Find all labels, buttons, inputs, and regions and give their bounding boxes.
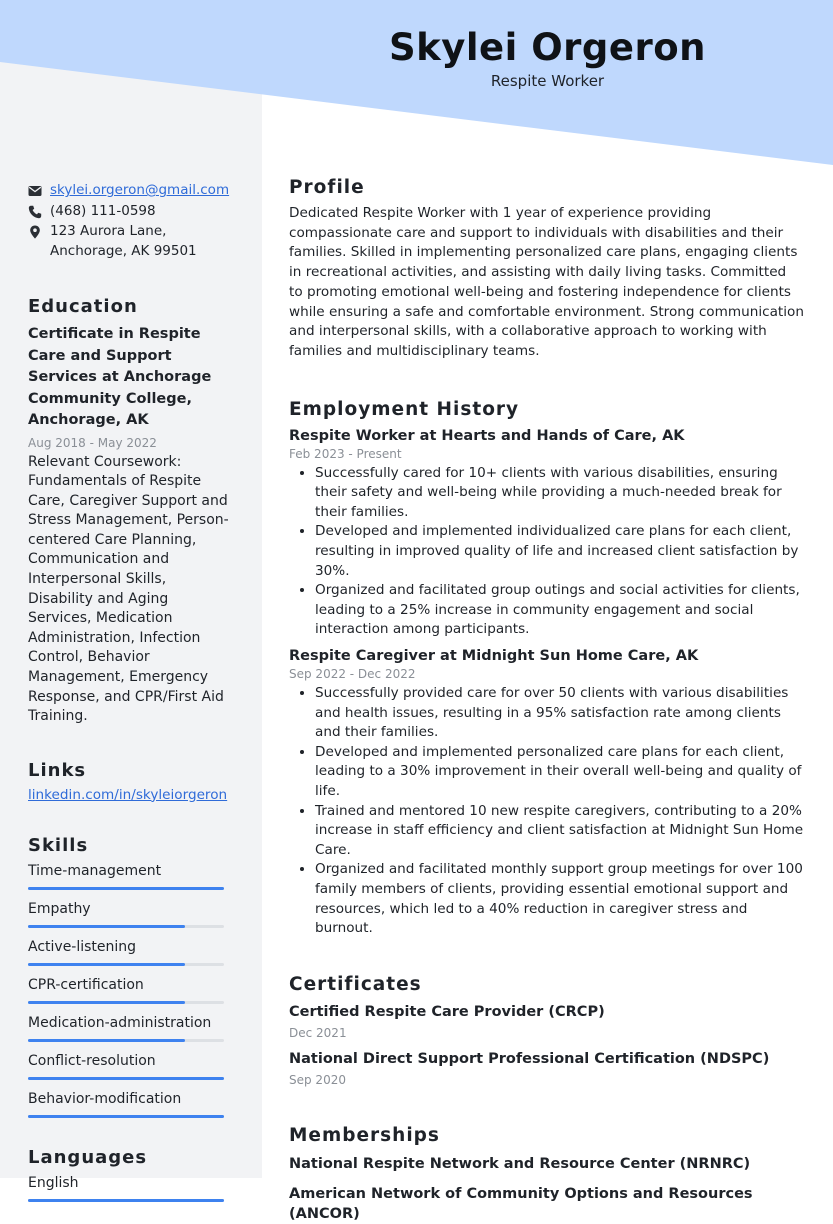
skill-item bbox=[28, 900, 233, 928]
profile-heading: Profile bbox=[289, 177, 365, 198]
certificates-heading: Certificates bbox=[289, 973, 422, 995]
certificates-section bbox=[289, 973, 804, 1088]
skill-item bbox=[28, 1052, 233, 1080]
skill-item bbox=[28, 1014, 233, 1042]
sidebar bbox=[28, 181, 233, 1202]
language-item-level-bar bbox=[28, 1199, 224, 1202]
skill-item bbox=[28, 1090, 233, 1118]
memberships-heading: Memberships bbox=[289, 1124, 440, 1146]
candidate-name: Skylei Orgeron bbox=[388, 26, 706, 69]
job-bullet: • Organized and facilitated monthly support group meetings for over 100 family members of clients, providing essential emotional support and resources, which led to a 40% reduction in caregiver stress and burnout. bbox=[315, 860, 804, 938]
skill-item-level-fill bbox=[28, 1001, 185, 1004]
job-entry bbox=[289, 426, 804, 640]
skill-item-label: Medication-administration bbox=[28, 1014, 212, 1031]
job-bullet: • Trained and mentored 10 new respite caregivers, contributing to a 20% increase in staff efficiency and client satisfaction at Midnight Sun Home Care. bbox=[315, 802, 804, 861]
profile-section bbox=[289, 176, 804, 362]
education-degree: Certificate in Respite Care and Support Services at Anchorage Community College, Anchorage, AK bbox=[28, 326, 212, 428]
skill-item-label: Behavior-modification bbox=[28, 1090, 182, 1107]
resume-header bbox=[262, 24, 833, 90]
envelope-icon bbox=[28, 184, 42, 198]
certificate-date: Sep 2020 bbox=[289, 1072, 346, 1087]
email-link[interactable]: skylei.orgeron@gmail.com bbox=[50, 182, 230, 198]
skill-item-level-bar bbox=[28, 1077, 224, 1080]
job-bullet: • Successfully cared for 10+ clients with various disabilities, ensuring their safety and well-being while providing a much-needed break for their families. bbox=[315, 464, 804, 523]
certificate-entry bbox=[289, 1049, 804, 1088]
job-bullet: • Developed and implemented individualized care plans for each client, resulting in improved quality of life and increased client satisfaction by 30%. bbox=[315, 522, 804, 581]
job-bullet: • Successfully provided care for over 50 clients with various disabilities and health issues, resulting in a 95% satisfaction rate among clients and their families. bbox=[315, 684, 804, 743]
employment-section bbox=[289, 398, 804, 939]
certificate-date: Dec 2021 bbox=[289, 1025, 347, 1040]
skills-list bbox=[28, 862, 233, 1118]
skill-item-level-fill bbox=[28, 887, 224, 890]
skill-item-label: CPR-certification bbox=[28, 976, 144, 993]
skills-heading: Skills bbox=[28, 834, 89, 856]
main-content bbox=[289, 176, 804, 1224]
languages-list bbox=[28, 1174, 233, 1202]
job-bullet: • Organized and facilitated group outings and social activities for clients, leading to a 25% increase in community engagement and social interaction among participants. bbox=[315, 581, 804, 640]
contact-phone bbox=[28, 202, 233, 222]
job-entry bbox=[289, 646, 804, 939]
language-item-label: English bbox=[28, 1174, 79, 1191]
location-pin-icon bbox=[28, 225, 42, 239]
skill-item-label: Empathy bbox=[28, 900, 91, 917]
certificate-name: Certified Respite Care Provider (CRCP) bbox=[289, 1003, 605, 1020]
education-heading: Education bbox=[28, 296, 138, 317]
certificate-entry bbox=[289, 1002, 804, 1041]
skill-item-label: Active-listening bbox=[28, 938, 137, 955]
job-bullets bbox=[289, 464, 804, 640]
skill-item-level-fill bbox=[28, 1077, 224, 1080]
job-bullets bbox=[289, 684, 804, 939]
skill-item-level-fill bbox=[28, 963, 185, 966]
phone-number: (468) 111-0598 bbox=[50, 202, 156, 219]
skill-item-level-bar bbox=[28, 1001, 224, 1004]
phone-icon bbox=[28, 205, 42, 219]
contact-address bbox=[28, 222, 233, 261]
skill-item-level-bar bbox=[28, 1039, 224, 1042]
job-bullet: • Developed and implemented personalized care plans for each client, leading to a 30% improvement in their overall well-being and quality of life. bbox=[315, 743, 804, 802]
certificate-name: National Direct Support Professional Certification (NDSPC) bbox=[289, 1050, 770, 1067]
skill-item-label: Conflict-resolution bbox=[28, 1052, 156, 1069]
education-section bbox=[28, 296, 233, 727]
address: 123 Aurora Lane, Anchorage, AK 99501 bbox=[50, 223, 197, 259]
skill-item-level-fill bbox=[28, 1115, 224, 1118]
job-title: Respite Worker at Hearts and Hands of Care, AK bbox=[289, 427, 685, 444]
job-title: Respite Worker bbox=[490, 72, 605, 90]
skill-item-level-bar bbox=[28, 1115, 224, 1118]
education-description: Relevant Coursework: Fundamentals of Respite Care, Caregiver Support and Stress Management, Person-centered Care Planning, Communication and Interpersonal Skills, Disability and Aging Services, Medication Administration, Infection Control, Behavior Management, Emergency Response, and CPR/First Aid Training. bbox=[28, 453, 229, 725]
linkedin-link[interactable]: linkedin.com/in/skyleiorgeron bbox=[28, 786, 228, 803]
job-dates: Sep 2022 - Dec 2022 bbox=[289, 666, 416, 681]
membership-item: National Respite Network and Resource Center (NRNRC) bbox=[289, 1155, 751, 1172]
membership-item: American Network of Community Options and Resources (ANCOR) bbox=[289, 1185, 753, 1222]
links-heading: Links bbox=[28, 759, 87, 781]
contact-email bbox=[28, 181, 233, 201]
skill-item-level-bar bbox=[28, 963, 224, 966]
contact-section bbox=[28, 181, 233, 261]
education-dates: Aug 2018 - May 2022 bbox=[28, 435, 157, 450]
skill-item-level-bar bbox=[28, 887, 224, 890]
skill-item-level-bar bbox=[28, 925, 224, 928]
skills-section bbox=[28, 835, 233, 1118]
language-item bbox=[28, 1174, 233, 1202]
job-title: Respite Caregiver at Midnight Sun Home Care, AK bbox=[289, 647, 699, 664]
employment-heading: Employment History bbox=[289, 398, 520, 420]
skill-item-level-fill bbox=[28, 925, 185, 928]
skill-item bbox=[28, 976, 233, 1004]
skill-item-level-fill bbox=[28, 1039, 185, 1042]
skill-item-label: Time-management bbox=[28, 862, 162, 879]
memberships-section bbox=[289, 1124, 804, 1224]
skill-item bbox=[28, 938, 233, 966]
profile-text: Dedicated Respite Worker with 1 year of experience providing compassionate care and support to individuals with disabilities and their families. Skilled in implementing personalized care plans, engaging clients in recreational activities, and assisting with daily living tasks. Committed to promoting emotional well-being and fostering independence for clients while ensuring a safe and comfortable environment. Strong communication and interpersonal skills, with a collaborative approach to working with families and multidisciplinary teams. bbox=[289, 205, 804, 359]
skill-item bbox=[28, 862, 233, 890]
language-item-level-fill bbox=[28, 1199, 224, 1202]
languages-heading: Languages bbox=[28, 1146, 148, 1168]
job-dates: Feb 2023 - Present bbox=[289, 446, 402, 461]
links-section bbox=[28, 760, 233, 803]
languages-section bbox=[28, 1147, 233, 1202]
